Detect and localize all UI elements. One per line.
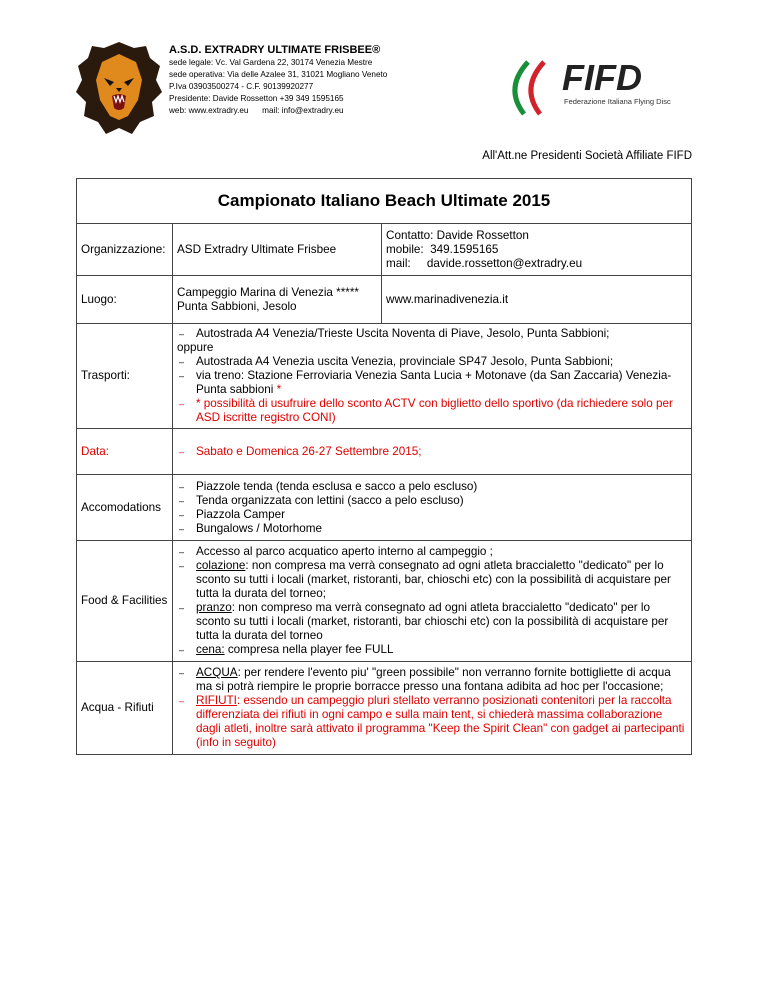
- row-label: Trasporti:: [77, 324, 173, 429]
- club-line: P.Iva 03903500274 - C.F. 90139920277: [169, 82, 314, 91]
- item-text: : non compreso ma verrà consegnato ad ogni atleta braccialetto "dedicato" per lo sconto su tutti i locali (market, ristoranti, bar chioschi etc) con la possibilità di acquistare per tutta la durata del torneo: [196, 601, 669, 642]
- item-text: : essendo un campeggio pluri stellato verranno posizionati contenitori per la raccolta differenziata dei rifiuti in ogni campo e sulla main tent, si chiederà massima collaborazione dagli atleti, inoltre sarà attivato il programma "Keep the Spirit Clean" con gadget ai partecipanti (info in seguito): [196, 694, 685, 749]
- list-item: – Tenda organizzata con lettini (sacco a pelo escluso): [177, 494, 687, 508]
- table-row: [77, 541, 692, 662]
- row-label: Data:: [77, 429, 173, 475]
- food-list: [177, 545, 687, 657]
- table-row: [77, 224, 692, 276]
- acqua-cell: [173, 662, 692, 755]
- org-value: ASD Extradry Ultimate Frisbee: [173, 224, 382, 276]
- club-line: sede legale: Vc. Val Gardena 22, 30174 Venezia Mestre: [169, 58, 373, 67]
- item-text: : non compresa ma verrà consegnato ad ogni atleta braccialetto "dedicato" per lo sconto su tutti i locali (market, ristoranti, bar, chioschi etc) con la possibilità di acquistare per tutta la durata del torneo;: [196, 559, 671, 600]
- list-item: – * possibilità di usufruire dello sconto ACTV con biglietto dello sportivo (da richiedere solo per ASD iscritte registro CONI): [177, 397, 687, 425]
- list-item: – Piazzola Camper: [177, 508, 687, 522]
- contact-cell: [382, 224, 692, 276]
- list-item: [177, 559, 687, 601]
- acqua-list: [177, 666, 687, 750]
- title-row: [77, 179, 692, 224]
- fifd-logo-text: FIFD: [562, 57, 642, 98]
- list-item: – Bungalows / Motorhome: [177, 522, 687, 536]
- list-item: – Sabato e Domenica 26-27 Settembre 2015;: [177, 445, 687, 459]
- item-text: via treno: Stazione Ferroviaria Venezia Santa Lucia + Motonave (da San Zaccaria) Venezia-Punta sabbioni: [196, 369, 672, 396]
- item-text: compresa nella player fee FULL: [224, 643, 394, 656]
- list-item: [177, 643, 687, 657]
- item-key: colazione: [196, 559, 246, 572]
- club-line: web: www.extradry.eu mail: info@extradry.eu: [169, 106, 344, 115]
- row-label: Organizzazione:: [77, 224, 173, 276]
- club-line: Presidente: Davide Rossetton +39 349 1595165: [169, 94, 344, 103]
- list-item: [177, 369, 687, 397]
- table-row: [77, 662, 692, 755]
- item-key: pranzo: [196, 601, 232, 614]
- trasporti-list: [177, 327, 687, 425]
- list-item: oppure: [177, 341, 214, 354]
- contact-name: Contatto: Davide Rossetton: [386, 228, 529, 242]
- table-row: [77, 429, 692, 475]
- luogo-line: Punta Sabbioni, Jesolo: [177, 299, 297, 313]
- fifd-logo-subtitle: Federazione Italiana Flying Disc: [564, 97, 671, 106]
- table-row: [77, 324, 692, 429]
- data-cell: [173, 429, 692, 475]
- luogo-cell: [173, 276, 382, 324]
- lion-logo-icon: [76, 40, 162, 136]
- trasporti-cell: [173, 324, 692, 429]
- row-label: Food & Facilities: [77, 541, 173, 662]
- list-item: – Autostrada A4 Venezia uscita Venezia, provinciale SP47 Jesolo, Punta Sabbioni;: [177, 355, 687, 369]
- item-key: cena:: [196, 643, 225, 656]
- item-key: RIFIUTI: [196, 694, 237, 707]
- row-label: Luogo:: [77, 276, 173, 324]
- list-item: – Autostrada A4 Venezia/Trieste Uscita Noventa di Piave, Jesolo, Punta Sabbioni;: [177, 327, 687, 341]
- attention-line: All'Att.ne Presidenti Società Affiliate FIFD: [482, 150, 692, 162]
- accomodations-cell: [173, 475, 692, 541]
- event-title: Campionato Italiano Beach Ultimate 2015: [77, 179, 692, 224]
- list-item: [177, 694, 687, 750]
- item-key: ACQUA: [196, 666, 238, 679]
- event-info-table: [76, 178, 692, 755]
- table-row: [77, 475, 692, 541]
- luogo-line: Campeggio Marina di Venezia *****: [177, 285, 359, 299]
- food-cell: [173, 541, 692, 662]
- accomodations-list: [177, 480, 687, 536]
- list-item: [177, 666, 687, 694]
- list-item: – Piazzole tenda (tenda esclusa e sacco a pelo escluso): [177, 480, 687, 494]
- data-list: [177, 445, 687, 459]
- row-label: Accomodations: [77, 475, 173, 541]
- item-text: : per rendere l'evento piu' "green possibile" non verranno fornite bottigliette di acqua ma si potrà riempire le proprie borracce presso una fontana adibita ad hoc per l'occasione;: [196, 666, 671, 693]
- luogo-website: www.marinadivenezia.it: [382, 276, 692, 324]
- letterhead: [76, 40, 692, 140]
- club-name: A.S.D. EXTRADRY ULTIMATE FRISBEE®: [169, 44, 381, 56]
- contact-mail: mail: davide.rossetton@extradry.eu: [386, 256, 583, 270]
- list-item: [177, 601, 687, 643]
- contact-mobile: mobile: 349.1595165: [386, 242, 499, 256]
- row-label: Acqua - Rifiuti: [77, 662, 173, 755]
- item-star: *: [273, 383, 282, 396]
- club-info: [169, 44, 387, 117]
- fifd-logo-icon: [502, 48, 692, 118]
- table-row: [77, 276, 692, 324]
- club-line: sede operativa: Via delle Azalee 31, 31021 Mogliano Veneto: [169, 70, 388, 79]
- list-item: – Accesso al parco acquatico aperto interno al campeggio ;: [177, 545, 687, 559]
